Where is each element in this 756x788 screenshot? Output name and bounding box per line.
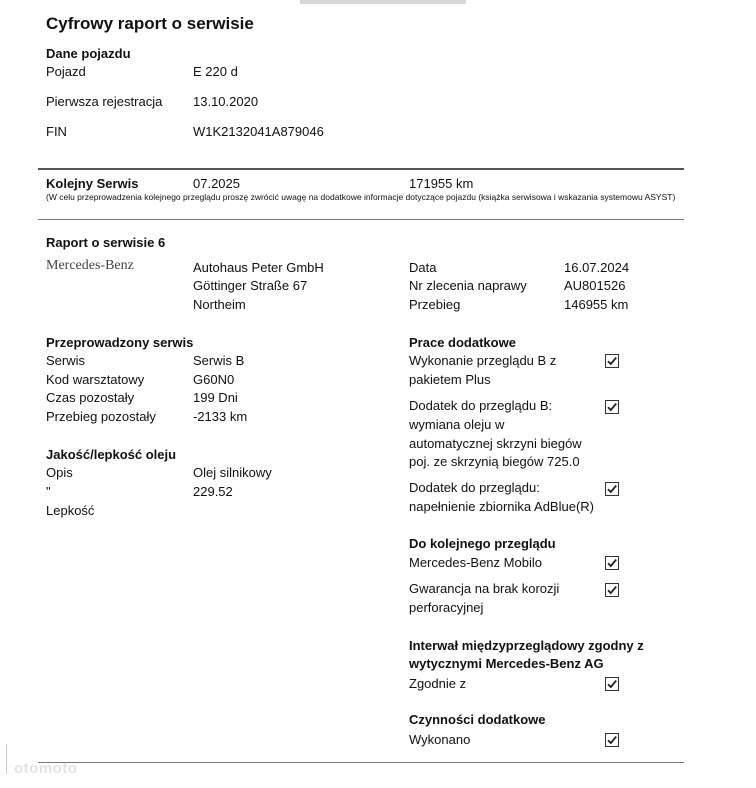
order-number-label: Nr zlecenia naprawy (409, 278, 527, 293)
vehicle-value: E 220 d (193, 64, 238, 79)
divider-top (38, 168, 684, 170)
until-next-item-1-checkbox[interactable] (605, 556, 619, 570)
extra-work-item-1-line-1: Wykonanie przeglądu B z (409, 353, 557, 368)
dealer-street: Göttinger Straße 67 (193, 278, 308, 293)
mileage-remaining-value: -2133 km (193, 409, 248, 424)
interval-item-1: Zgodnie z (409, 676, 467, 691)
checkmark-icon (606, 678, 618, 690)
dealer-name: Autohaus Peter GmbH (193, 260, 324, 275)
additional-item-1: Wykonano (409, 732, 471, 747)
interval-heading-line-1: Interwał międzyprzeglądowy zgodny z (409, 638, 644, 653)
interval-heading-line-2: wytycznymi Mercedes-Benz AG (409, 656, 604, 671)
viscosity-label: Lepkość (46, 503, 95, 518)
extra-work-item-2-line-2: wymiana oleju w (409, 417, 505, 432)
checkmark-icon (606, 557, 618, 569)
interval-item-1-checkbox[interactable] (605, 677, 619, 691)
workshop-code-label: Kod warsztatowy (46, 372, 145, 387)
oil-spec-label: " (46, 484, 51, 499)
next-service-label: Kolejny Serwis (46, 176, 139, 191)
fin-label: FIN (46, 124, 67, 139)
oil-description-label: Opis (46, 465, 73, 480)
checkmark-icon (606, 401, 618, 413)
checkmark-icon (606, 584, 618, 596)
brand-logo-text: Mercedes-Benz (46, 258, 134, 273)
mileage-value: 146955 km (564, 297, 629, 312)
service-value: Serwis B (193, 353, 245, 368)
extra-work-item-3-line-2: napełnienie zbiornika AdBlue(R) (409, 499, 595, 514)
additional-item-1-checkbox[interactable] (605, 733, 619, 747)
first-registration-value: 13.10.2020 (193, 94, 259, 109)
page-title: Cyfrowy raport o serwisie (46, 14, 254, 33)
left-edge-line (6, 744, 7, 774)
extra-work-item-3-checkbox[interactable] (605, 482, 619, 496)
additional-heading: Czynności dodatkowe (409, 712, 546, 727)
next-service-note: (W celu przeprowadzenia kolejnego przeglądu proszę zwrócić uwagę na dodatkowe informacje dotyczące pojazdu (książka serwisowa i wskazania systemowu ASYST) (46, 192, 676, 202)
oil-description-value: Olej silnikowy (193, 465, 272, 480)
report-date-label: Data (409, 260, 437, 275)
fin-value: W1K2132041A879046 (193, 124, 324, 139)
checkmark-icon (606, 483, 618, 495)
time-remaining-label: Czas pozostały (46, 390, 135, 405)
extra-work-item-1-checkbox[interactable] (605, 354, 619, 368)
checkmark-icon (606, 734, 618, 746)
extra-work-item-2-line-3: automatycznej skrzyni biegów (409, 436, 582, 451)
next-service-date: 07.2025 (193, 176, 240, 191)
time-remaining-value: 199 Dni (193, 390, 238, 405)
extra-work-item-2-checkbox[interactable] (605, 400, 619, 414)
order-number-value: AU801526 (564, 278, 626, 293)
divider-next-service (38, 219, 684, 220)
extra-work-item-1-line-2: pakietem Plus (409, 372, 491, 387)
report-heading: Raport o serwisie 6 (46, 235, 166, 250)
next-service-mileage: 171955 km (409, 176, 474, 191)
mileage-remaining-label: Przebieg pozostały (46, 409, 156, 424)
oil-heading: Jakość/lepkość oleju (46, 447, 177, 462)
checkmark-icon (606, 355, 618, 367)
extra-work-item-3-line-1: Dodatek do przeglądu: (409, 480, 540, 495)
until-next-item-2-line-1: Gwarancja na brak korozji (409, 581, 560, 596)
report-date-value: 16.07.2024 (564, 260, 630, 275)
divider-bottom (38, 762, 684, 763)
top-scroll-indicator (300, 0, 466, 4)
dealer-city: Northeim (193, 297, 246, 312)
workshop-code-value: G60N0 (193, 372, 235, 387)
extra-work-item-2-line-4: poj. ze skrzynią biegów 725.0 (409, 454, 580, 469)
mileage-label: Przebieg (409, 297, 461, 312)
performed-heading: Przeprowadzony serwis (46, 335, 194, 350)
extra-work-heading: Prace dodatkowe (409, 335, 516, 350)
vehicle-heading: Dane pojazdu (46, 46, 131, 61)
until-next-heading: Do kolejnego przeglądu (409, 536, 556, 551)
service-label: Serwis (46, 353, 86, 368)
until-next-item-2-line-2: perforacyjnej (409, 600, 484, 615)
extra-work-item-2-line-1: Dodatek do przeglądu B: (409, 398, 553, 413)
vehicle-label: Pojazd (46, 64, 86, 79)
first-registration-label: Pierwsza rejestracja (46, 94, 163, 109)
watermark: otomoto (14, 760, 78, 777)
oil-spec-value: 229.52 (193, 484, 233, 499)
until-next-item-1: Mercedes-Benz Mobilo (409, 555, 542, 570)
until-next-item-2-checkbox[interactable] (605, 583, 619, 597)
